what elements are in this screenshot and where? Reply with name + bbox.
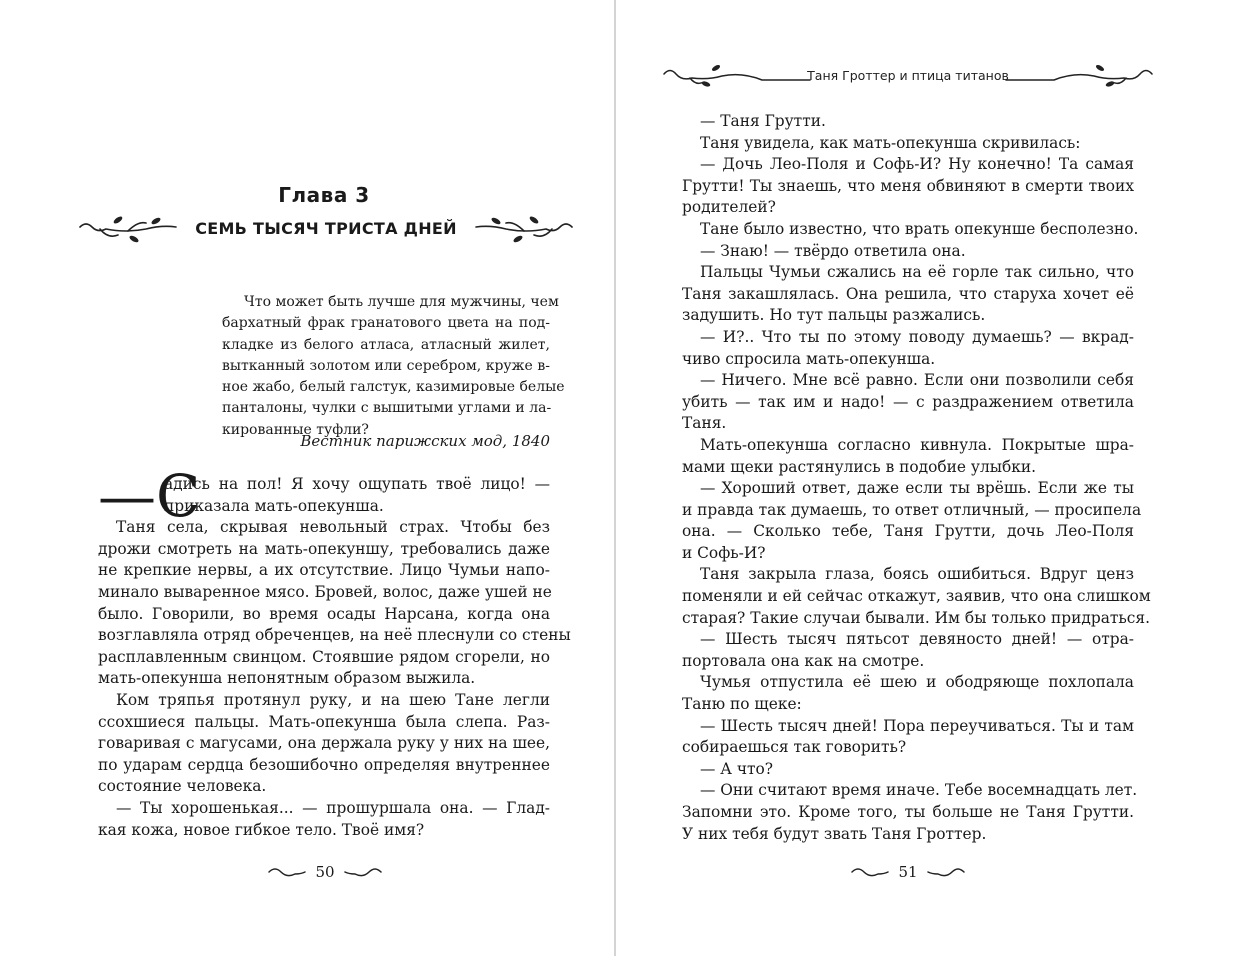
text-line: Запомни это. Кроме того, ты больше не Таня Грутти. <box>682 803 1134 821</box>
text-line: Грутти! Ты знаешь, что меня обвиняют в смерти твоих <box>682 176 1134 195</box>
text-line: приказала мать-опекунша. <box>164 496 384 515</box>
epigraph-line: панталоны, чулки с вышитыми углами и ла- <box>222 400 552 417</box>
text-line: она. — Сколько тебе, Таня Грутти, дочь Лео-Поля <box>682 522 1134 541</box>
text-line: — Хороший ответ, даже если ты врёшь. Если же ты <box>700 479 1134 498</box>
text-line: дрожи смотреть на мать-опекуншу, требовались даже <box>98 539 550 558</box>
text-line: мами щеки растянулись в подобие улыбки. <box>682 457 1037 476</box>
epigraph-line: бархатный фрак гранатового цвета на под- <box>222 315 550 332</box>
running-head-title: Таня Гроттер и птица титанов <box>807 68 1009 83</box>
text-line: Чумья отпустила её шею и ободряюще похлопала <box>700 673 1134 692</box>
text-line: — Дочь Лео-Поля и Софь-И? Ну конечно! Та самая <box>700 155 1134 174</box>
text-line: Ком тряпья протянул руку, и на шею Тане легли <box>116 690 550 709</box>
right-body-text <box>682 111 1151 845</box>
text-line: убить — так им и надо! — с раздражением ответила <box>682 392 1134 411</box>
text-line: было. Говорили, во время осады Нарсана, когда она <box>98 604 550 623</box>
text-line: Таня. <box>682 414 727 433</box>
text-line: чиво спросила мать-опекунша. <box>682 349 936 368</box>
text-line: и Софь-И? <box>682 543 766 562</box>
text-line: — Ты хорошенькая... — прошуршала она. — Глад- <box>116 798 550 817</box>
running-head <box>660 56 1156 96</box>
epigraph-line: кированные туфли? <box>222 421 369 438</box>
epigraph-source: Вестник парижских мод, 1840 <box>300 432 550 450</box>
text-line: говаривая с магусами, она держала руку у них на шее, <box>98 734 550 753</box>
text-line: старая? Такие случаи бывали. Им бы только придраться. <box>682 608 1151 627</box>
text-line: — А что? <box>700 759 774 778</box>
epigraph-line: ное жабо, белый галстук, казимировые белые <box>222 379 565 396</box>
text-line: — Шесть тысяч пятьсот девяносто дней! — отра- <box>700 630 1134 649</box>
text-line: — Таня Грутти. <box>700 112 826 130</box>
text-line: мать-опекунша непонятным образом выжила. <box>98 669 476 688</box>
text-line: Таня закашлялась. Она решила, что старуха хочет её <box>682 284 1134 303</box>
page-number: 51 <box>898 863 918 881</box>
text-line: Таня села, скрывая невольный страх. Чтобы без <box>116 518 550 537</box>
epigraph-line: кладке из белого атласа, атласный жилет, <box>222 336 550 353</box>
text-line: портовала она как на смотре. <box>682 651 925 670</box>
text-line: Мать-опекунша согласно кивнула. Покрытые шра- <box>700 435 1134 454</box>
chapter-number: Глава 3 <box>278 183 370 207</box>
text-line: Таня увидела, как мать-опекунша скривилась: <box>700 133 1081 152</box>
drop-cap: —С <box>98 462 201 530</box>
page-footer <box>828 858 988 888</box>
right-page <box>616 0 1235 956</box>
text-line: У них тебя будут звать Таня Гроттер. <box>682 824 987 843</box>
text-line: ссохшиеся пальцы. Мать-опекунша была слепа. Раз- <box>98 712 550 731</box>
epigraph-line: Что может быть лучше для мужчины, чем <box>244 294 559 310</box>
text-line: Тане было известно, что врать опекунше бесполезно. <box>700 219 1139 238</box>
text-line: минало вываренное мясо. Бровей, волос, даже ушей не <box>98 582 552 601</box>
text-line: — Ничего. Мне всё равно. Если они позволили себя <box>700 371 1134 390</box>
page-footer <box>245 858 405 888</box>
text-line: задушить. Но тут пальцы разжались. <box>682 306 986 325</box>
text-line: адись на пол! Я хочу ощупать твоё лицо! — <box>164 475 550 493</box>
text-line: поменяли и ей сейчас откажут, заявив, что она слишком <box>682 587 1151 606</box>
epigraph <box>222 292 565 441</box>
text-line: кая кожа, новое гибкое тело. Твоё имя? <box>98 820 425 839</box>
text-line: по ударам сердца безошибочно определяя внутреннее <box>98 755 550 774</box>
chapter-title: СЕМЬ ТЫСЯЧ ТРИСТА ДНЕЙ <box>195 219 457 238</box>
text-line: Таня закрыла глаза, боясь ошибиться. Вдруг ценз <box>700 565 1134 584</box>
page-number: 50 <box>315 863 335 881</box>
text-line: не крепкие нервы, а их отсутствие. Лицо Чумьи напо- <box>98 561 550 580</box>
text-line: и правда так думаешь, то ответ отличный, — просипела <box>682 500 1142 519</box>
text-line: Пальцы Чумьи сжались на её горле так сильно, что <box>700 263 1134 282</box>
text-line: возглавляла отряд обреченцев, на неё плеснули со стены <box>98 626 571 645</box>
text-line: собираешься так говорить? <box>682 738 907 757</box>
left-body-text <box>98 462 571 841</box>
text-line: Таню по щеке: <box>682 695 802 714</box>
text-line: — Они считают время иначе. Тебе восемнадцать лет. <box>700 781 1138 800</box>
text-line: — И?.. Что ты по этому поводу думаешь? — вкрад- <box>700 327 1134 346</box>
left-page <box>0 0 615 956</box>
text-line: расплавленным свинцом. Стоявшие рядом сгорели, но <box>98 647 550 666</box>
text-line: — Знаю! — твёрдо ответила она. <box>700 241 966 260</box>
text-line: — Шесть тысяч дней! Пора переучиваться. Ты и там <box>700 716 1134 735</box>
chapter-title-row <box>76 209 576 249</box>
epigraph-line: вытканный золотом или серебром, круже в- <box>222 357 550 374</box>
text-line: родителей? <box>682 198 776 217</box>
text-line: состояние человека. <box>98 777 267 796</box>
